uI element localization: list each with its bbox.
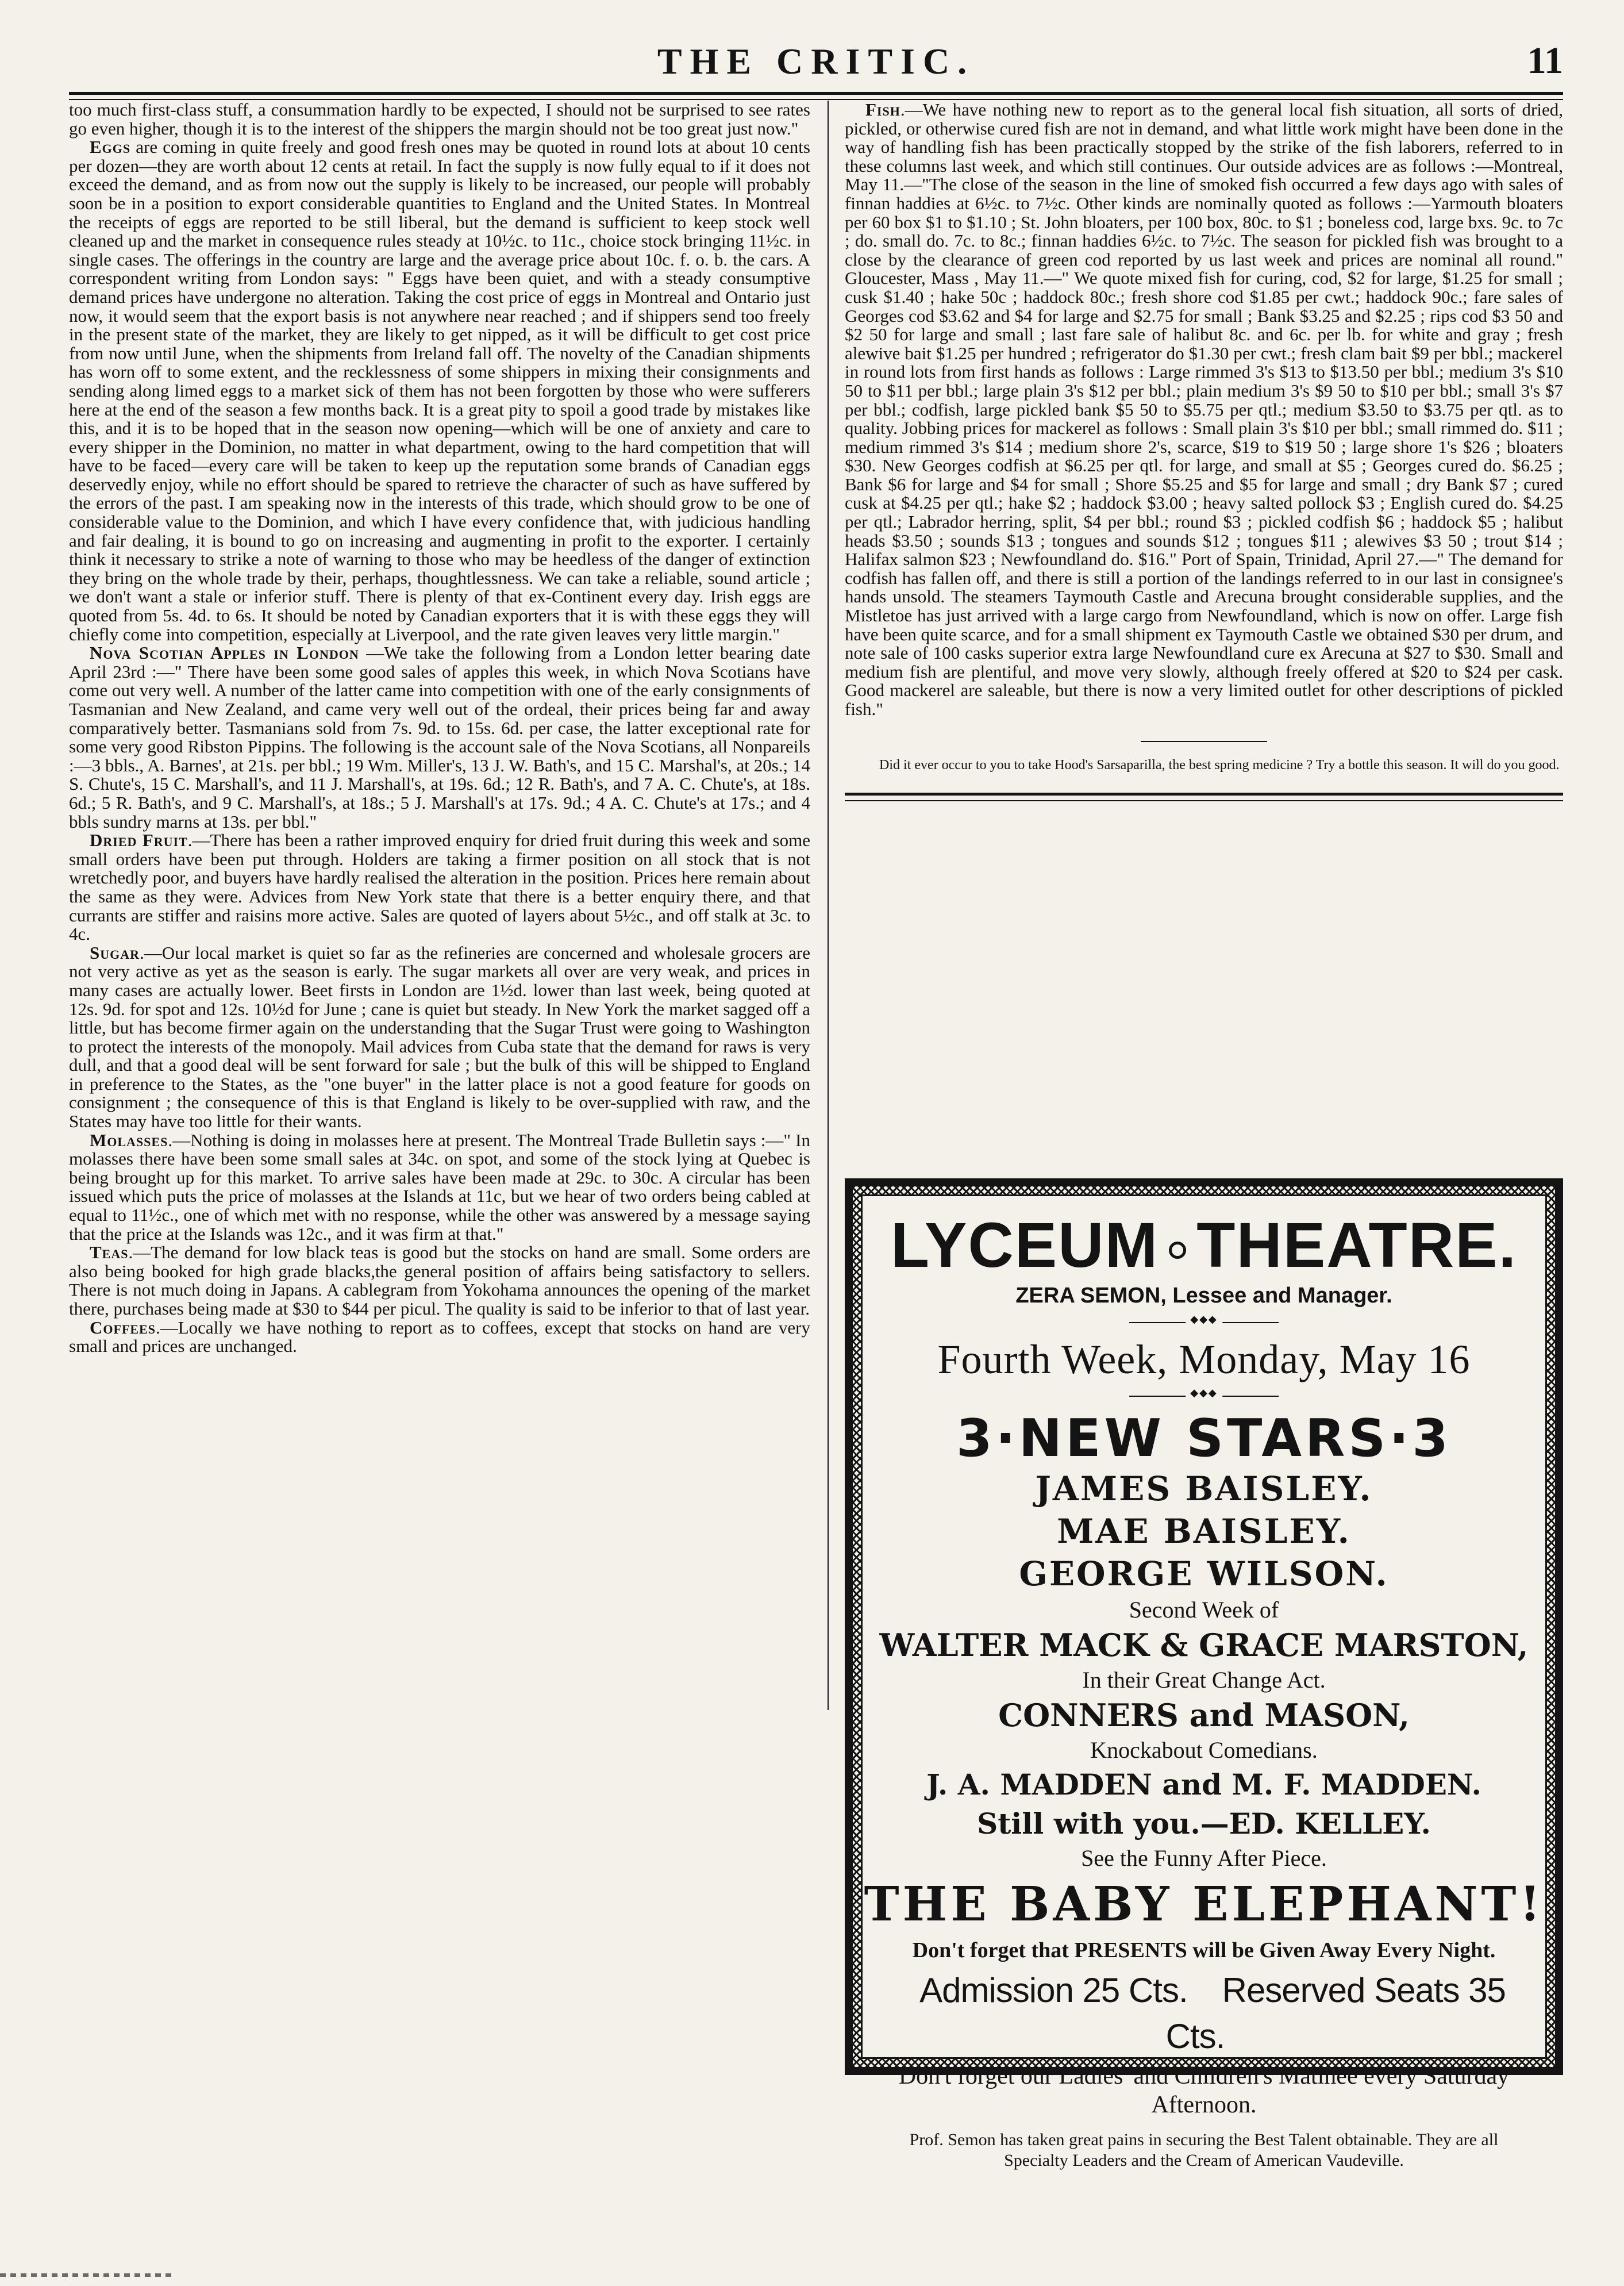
masthead-rule-thick: [69, 92, 1563, 95]
advert-lessee: ZERA SEMON, Lessee and Manager.: [1015, 1284, 1392, 1308]
advert-act-kelley: Still with you.—ED. KELLEY.: [977, 1807, 1431, 1841]
page-number: 11: [1527, 40, 1563, 82]
advert-second-week: Second Week of: [1129, 1597, 1279, 1623]
advert-admission: Admission 25 Cts.: [919, 1971, 1188, 2010]
left-column: [69, 101, 810, 1356]
advert-theatre-name: LYCEUM THEATRE.: [890, 1210, 1518, 1281]
advert-matinee: Don't forget our Ladies' and Children's Matinee every Saturday Afternoon.: [898, 2063, 1510, 2118]
advert-act-madden: J. A. MADDEN and M. F. MADDEN.: [926, 1768, 1481, 1801]
section-head-sugar: Sugar: [90, 942, 140, 963]
advert-act-conners-mason-desc: Knockabout Comedians.: [1090, 1737, 1318, 1763]
short-divider: [1141, 741, 1267, 742]
advert-star-mae: MAE BAISLEY.: [1057, 1512, 1351, 1551]
page-edge-mark: [0, 2273, 172, 2277]
advert-act-mack-marston-desc: In their Great Change Act.: [1082, 1667, 1326, 1693]
article-fish: Fish.—We have nothing new to report as to the general local fish situation, all sorts of dried, pickled, or otherwise cured fish are not in demand, and what little work might have been done in the way of handling fish has been practically stopped by the strike of the fish laborers, referred to in these columns last week, and which still continues. Our outside advices are as follows :—Montreal, May 11.—"The close of the season in the line of smoked fish occurred a few days ago with sales of finnan haddies at 6½c. to 7½c. Other kinds are nominally quoted as follows :—Yarmouth bloaters per 60 box $1 to $1.10 ; St. John bloaters, per 100 box, 80c. to $1 ; boneless cod, large bxs. 9c. to 7c ; do. small do. 7c. to 8c.; finnan haddies 6½c. to 7½c. The season for pickled fish was brought to a close by the clearance of green cod reported by us last week and prices are nominal all round." Gloucester, Mass , May 11.—" We quote mixed fish for curing, cod, $2 for large, $1.25 for small ; cusk $1.40 ; hake 50c ; haddock 80c.; fresh shore cod $1.85 per cwt.; haddock 90c.; fare sales of Georges cod $3.62 and $4 for large and $2.75 for small ; Bank $3.25 and $2.25 ; rips cod $3 50 and $2 50 for large and small ; last fare sale of halibut 8c. and 6c. per lb. for white and gray ; fresh alewive bait $1.25 per hundred ; refrigerator do $1.30 per cwt.; fresh clam bait $9 per bbl.; mackerel in round lots from first hands as follows : Large rimmed 3's $13 to $13.50 per bbl.; medium 3's $10 50 to $11 per bbl.; large plain 3's $12 per bbl.; plain medium 3's $9 50 to $10 per bbl.; small 3's $7 per bbl.; codfish, large pickled bank $5 50 to $5.75 per qtl.; medium $3.50 to $3.75 per qtl. as to quality. Jobbing prices for mackerel as follows : Small plain 3's $10 per bbl.; small rimmed do. $11 ; medium rimmed 3's $14 ; medium shore 2's, scarce, $19 to $19 50 ; large shore 1's $26 ; bloaters $30. New Georges codfish at $6.25 per qtl. for large, and small at $5 ; Georges cured do. $6.25 ; Bank $6 for large and $4 for small ; Shore $5.25 and $5 for large and small ; dry Bank $7 ; cured cusk at $4.25 per qtl.; hake $2 ; haddock $3.00 ; heavy salted pollock $3 ; English cured do. $4.25 per qtl.; Labrador herring, split, $4 per bbl.; round $3 ; pickled codfish $6 ; haddock $5 ; halibut heads $3.50 ; sounds $13 ; tongues and sounds $12 ; tongues $11 ; alewives $3 50 ; trout $14 ; Halifax salmon $23 ; Newfoundland do. $16." Port of Spain, Trinidad, April 27.—" The demand for codfish has fallen off, and there is still a portion of the landings referred to in our last in consignee's hands unsold. The steamers Taymouth Castle and Arecuna brought considerable supplies, and the Mistletoe has just arrived with a large cargo from Newfoundland, which is now on offer. Large fish have been quite scarce, and for a small shipment ex Taymouth Castle we obtained $30 per drum, and note sale of 100 casks superior extra large Newfoundland cure ex Arecuna at $27 to $30. Small and medium fish are plentiful, and move very slowly, although freely offered at $20 to $24 per cask. Good mackerel are saleable, but there is now a very limited outlet for other descriptions of pickled fish.": [845, 99, 1563, 719]
article-sugar: Sugar.—Our local market is quiet so far as the refineries are concerned and wholesale grocers are not very active as yet as the season is early. The sugar markets all over are very weak, and prices in many cases are actually lower. Beet firsts in London are 1½d. lower than last week, being quoted at 12s. 9d. for spot and 12s. 10½d for June ; cane is quiet but steady. In New York the market sagged off a little, but has become firmer again on the understanding that the Sugar Trust were going to Washington to protect the interests of the monopoly. Mail advices from Cuba state that the demand for raws is very dull, and that a good deal will be sent forward for sale ; but the bulk of this will be shipped to England in preference to the States, as the "one buyer" in the latter place is not a good feature for goods on consignment ; the consequence of this is that England is likely to be over-supplied with raw, and the States may have too little for their wants.: [69, 942, 810, 1132]
masthead-title: THE CRITIC.: [657, 41, 975, 82]
advert-rule-thin: [845, 800, 1563, 801]
article-teas: Teas.—The demand for low black teas is good but the stocks on hand are small. Some orders are also being booked for high grade blacks,the general position of affairs being satisfactory to sellers. There is not much doing in Japans. A cablegram from Yokohama announces the opening of the market there, purchases being made at $30 to $44 per picul. The quality is said to be inferior to that of last year.: [69, 1242, 810, 1319]
advert-reserved-seats: Reserved Seats 35 Cts.: [1165, 1971, 1506, 2056]
hoods-sarsaparilla-note: Did it ever occur to you to take Hood's Sarsaparilla, the best spring medicine ? Try a bottle this season. It will do you good.: [879, 757, 1560, 773]
section-head-teas: Teas: [90, 1242, 129, 1263]
advert-week: Fourth Week, Monday, May 16: [937, 1336, 1471, 1382]
article-coffees: Coffees.—Locally we have nothing to report as to coffees, except that stocks on hand are very small and prices are unchanged.: [69, 1317, 810, 1357]
section-head-molasses: Molasses: [90, 1129, 168, 1150]
advert-inner: [861, 1194, 1547, 2170]
advert-talent-note: Prof. Semon has taken great pains in securing the Best Talent obtainable. They are all Specialty Leaders and the Cream of American Vaudeville.: [909, 2130, 1499, 2170]
advert-star-james: JAMES BAISLEY.: [1035, 1469, 1373, 1508]
masthead: [69, 17, 1563, 80]
advert-act-conners-mason: CONNERS and MASON,: [998, 1697, 1410, 1734]
advert-act-mack-marston: WALTER MACK & GRACE MARSTON,: [879, 1627, 1529, 1663]
circle-ornament-icon: [1169, 1242, 1186, 1259]
article-paragraph: too much first-class stuff, a consummation hardly to be expected, I should not be surprised to see rates go even higher, though it is to the interest of the shippers the margin should not be too great just now.": [69, 99, 810, 139]
section-head-dried-fruit: Dried Fruit: [90, 830, 188, 851]
lyceum-theatre-advert: [845, 1178, 1563, 2170]
advert-prices: [863, 1968, 1545, 2060]
article-molasses: Molasses.—Nothing is doing in molasses here at present. The Montreal Trade Bulletin says :—" In molasses there have been some small sales at 34c. on spot, and some of the stock lying at Quebec is being brought up for this market. To arrive sales have been made at 29c. to 30c. A circular has been issued which puts the price of molasses at the Islands at 11c, but we hear of two orders being cabled at equal to 11½c., one of which met with no response, while the other was answered by a message saying that the price at the Islands was 12c., and it was firm at that.": [69, 1129, 810, 1244]
diamond-ornament-icon: [1129, 1318, 1279, 1327]
right-column: [845, 101, 1563, 801]
section-head-fish: Fish: [865, 99, 900, 120]
diamond-ornament-icon: [1129, 1392, 1279, 1401]
section-head-eggs: Eggs: [90, 137, 131, 157]
advert-star-george: GEORGE WILSON.: [1019, 1554, 1389, 1593]
column-divider: [828, 101, 829, 1710]
advert-afterpiece: See the Funny After Piece.: [1081, 1845, 1327, 1871]
article-dried-fruit: Dried Fruit.—There has been a rather improved enquiry for dried fruit during this week and some small orders have been put through. Holders are taking a firmer position on all stock that is not wretchedly poor, and buyers have hardly realised the alteration in the position. Prices here remain about the same as they were. Advices from New York state that there is a better enquiry there, and that currants are stiffer and raisins more active. Sales are quoted of layers about 5½c., and off stalk at 3c. to 4c.: [69, 830, 810, 944]
advert-new-stars: 3·NEW STARS·3: [956, 1408, 1452, 1469]
section-head-apples: Nova Scotian Apples in London: [90, 643, 359, 663]
section-head-coffees: Coffees: [90, 1317, 156, 1338]
article-eggs: Eggs are coming in quite freely and good fresh ones may be quoted in round lots at about 10 cents per dozen—they are worth about 12 cents at retail. In fact the supply is now fully equal to if it does not exceed the demand, and as from now out the supply is likely to be increased, our people will probably soon be in a position to export considerable quantities to England and the United States. In Montreal the receipts of eggs are reported to be still liberal, but the demand is sufficient to keep stock well cleaned up and the market in consequence rules steady at 10½c. to 11c., choice stock bringing 11½c. in single cases. The offerings in the country are large and the average price about 10c. f. o. b. the cars. A correspondent writing from London says: " Eggs have been quiet, and with a steady consumptive demand prices have undergone no alteration. Taking the cost price of eggs in Montreal and Ontario just now, it would seem that the export basis is not anywhere near reached ; and if shippers send too freely in the present state of the market, they are likely to get nipped, as it will be difficult to get cost price from now until June, when the shipments from Ireland fall off. The novelty of the Canadian shipments has worn off to some extent, and the recklessness of some shippers in mixing their consignments and sending along limed eggs to a market sick of them has not been forgotten by those who were sufferers here at the end of the season a few months back. It is a great pity to spoil a good trade by mistakes like this, and it is to be hoped that in the season now opening—which will be one of anxiety and care to every shipper in the Dominion, no matter in what department, owing to the hard competition that will have to be faced—every care will be taken to keep up the reputation some brands of Canadian eggs deservedly enjoy, while no effort should be spared to retrieve the character of such as have suffered by the errors of the past. I am speaking now in the interests of this trade, which should grow to be one of considerable value to the Dominion, and which I have every confidence that, with judicious handling and fair dealing, it is bound to go on increasing and augmenting in profit to the exporter. I certainly think it necessary to strike a note of warning to those who may be heedless of the danger of extinction they bring on the whole trade by their, perhaps, thoughtlessness. We can take a reliable, sound article ; we don't want a stale or inferior stuff. There is plenty of that ex-Continent every day. Irish eggs are quoted from 5s. 4d. to 6s. It should be noted by Canadian exporters that it is with these eggs they will chiefly come into competition, especially at Liverpool, and the rate given leaves very little margin.": [69, 137, 810, 644]
article-nova-scotian-apples: Nova Scotian Apples in London —We take the following from a London letter bearing date April 23rd :—" There have been some good sales of apples this week, in which Nova Scotians have come out very well. A number of the latter came into competition with one of the early consignments of Tasmanian and New Zealand, and came very well out of the ordeal, their prices being far and away comparatively better. Tasmanians sold from 7s. 9d. to 15s. 6d. per case, the latter exceptional rate for some very good Ribston Pippins. The following is the account sale of the Nova Scotians, all Nonpareils :—3 bbls., A. Barnes', at 21s. per bbl.; 19 Wm. Miller's, 13 J. W. Bath's, and 15 C. Marshal's, at 20s.; 14 S. Chute's, 15 C. Marshall's, and 11 J. Marshall's, at 19s. 6d.; 12 R. Bath's, and 7 A. C. Chute's, at 18s. 6d.; 5 R. Bath's, and 9 C. Marshall's, at 18s.; 5 J. Marshall's at 17s. 9d.; 4 A. C. Chute's at 17s.; and 4 bbls sundry marns at 13s. per bbl.": [69, 643, 811, 832]
advert-rule-thick: [845, 793, 1563, 796]
advert-presents: Don't forget that PRESENTS will be Given Away Every Night.: [912, 1938, 1496, 1962]
advert-baby-elephant: THE BABY ELEPHANT!: [864, 1877, 1544, 1932]
